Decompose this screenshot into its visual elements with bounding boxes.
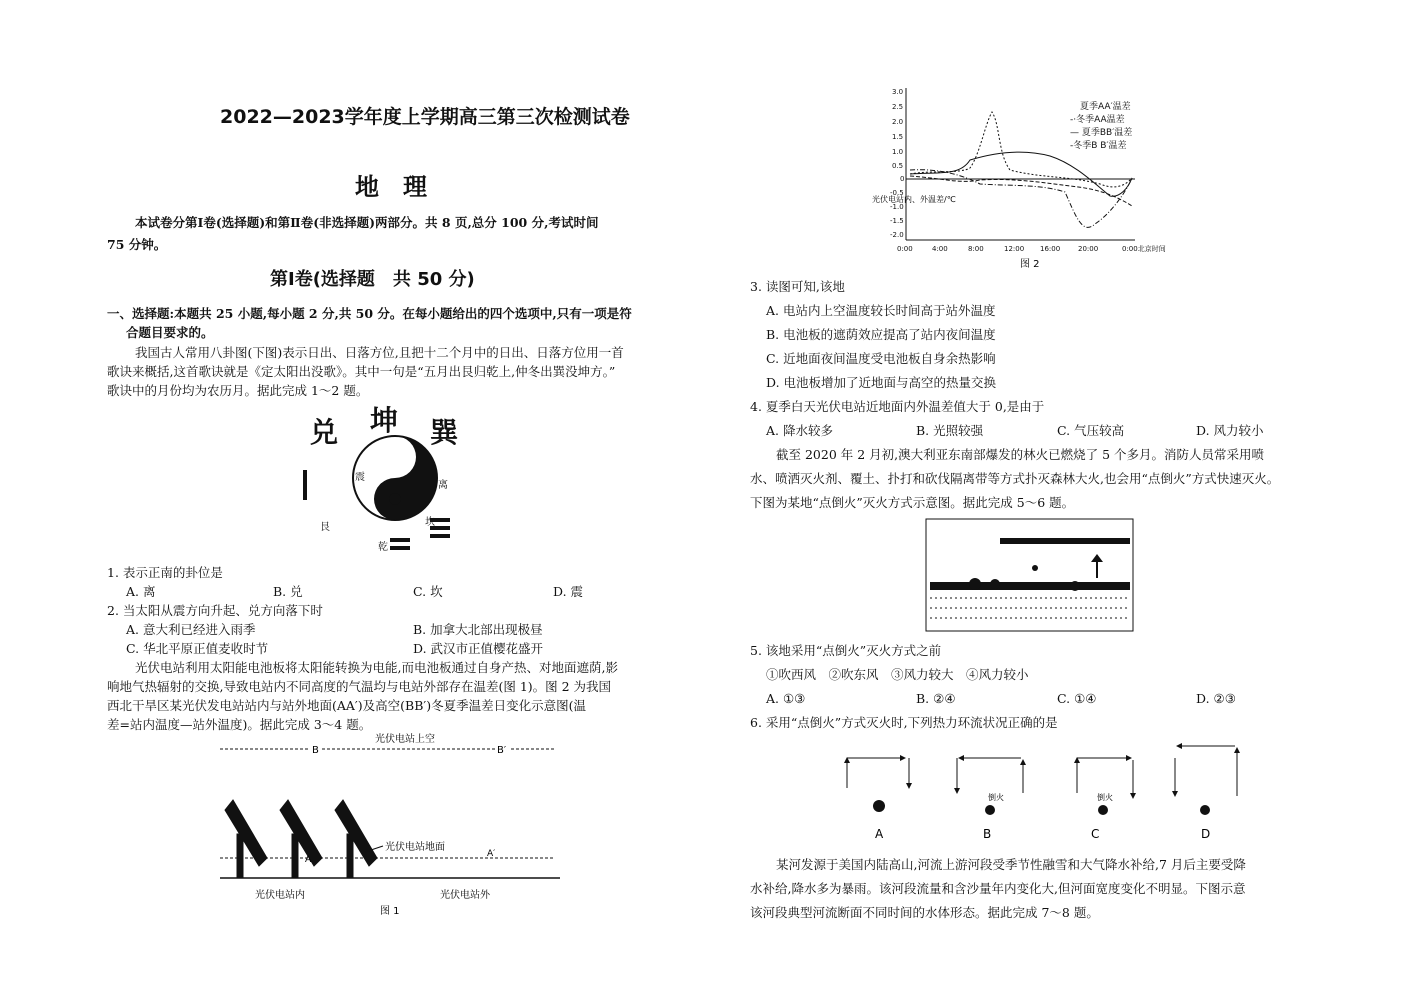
trigram-char-7: 乾: [378, 542, 388, 553]
section1-heading-2: 合题目要求的。: [126, 325, 214, 340]
passage3-line-3: 下图为某地“点倒火”灭火方式示意图。据此完成 5～6 题。: [750, 495, 1075, 510]
fig1-b-label: B: [312, 745, 319, 756]
q3-option-a[interactable]: A. 电站内上空温度较长时间高于站外温度: [766, 303, 996, 318]
y-axis-ticks: [890, 88, 904, 239]
q6-stem: 6. 采用“点倒火”方式灭火时,下列热力环流状况正确的是: [750, 715, 1058, 730]
svg-text:8:00: 8:00: [968, 245, 984, 253]
passage2-line-2: 响地气热辐射的交换,导致电站内不同高度的气温均与电站外部存在温差(图 1)。图 2 为我国: [107, 679, 612, 694]
svg-text:20:00: 20:00: [1078, 245, 1099, 253]
fig1-top-label: 光伏电站上空: [375, 734, 435, 745]
q6-label-d: D: [1201, 827, 1211, 841]
q1-option-b[interactable]: B. 兑: [273, 584, 303, 599]
passage1-line-1: 我国古人常用八卦图(下图)表示日出、日落方位,且把十二个月中的日出、日落方位用一首: [135, 345, 624, 360]
q5-option-d[interactable]: D. ②③: [1196, 691, 1236, 706]
svg-text:2.5: 2.5: [892, 103, 904, 111]
q1-option-a[interactable]: A. 离: [126, 584, 156, 599]
subject-title: 地 理: [355, 173, 427, 201]
passage2-line-1: 光伏电站利用太阳能电池板将太阳能转换为电能,而电池板通过自身产热、对地面遮荫,影: [135, 660, 618, 675]
svg-text:16:00: 16:00: [1040, 245, 1061, 253]
solar-panels: [225, 800, 377, 878]
fig1-b-prime-label: B′: [497, 745, 507, 756]
q5-option-b[interactable]: B. ②④: [916, 691, 956, 706]
q2-option-d[interactable]: D. 武汉市正值樱花盛开: [413, 641, 544, 656]
svg-text:-1.0: -1.0: [890, 203, 904, 211]
passage2-line-4: 差=站内温度—站外温度)。据此完成 3～4 题。: [107, 717, 372, 732]
q2-option-c[interactable]: C. 华北平原正值麦收时节: [126, 641, 269, 656]
x-axis-ticks: [897, 244, 1166, 253]
svg-text:— 夏季BB′温差: — 夏季BB′温差: [1070, 128, 1133, 138]
c-fire-label: 倒火: [1097, 793, 1113, 802]
fire-icon: [1032, 565, 1038, 571]
q5-option-c[interactable]: C. ①④: [1057, 691, 1097, 706]
q1-stem: 1. 表示正南的卦位是: [107, 565, 223, 580]
intro-line-1: 本试卷分第Ⅰ卷(选择题)和第Ⅱ卷(非选择题)两部分。共 8 页,总分 100 分,考试时间: [135, 215, 599, 230]
svg-text:-2.0: -2.0: [890, 231, 904, 239]
figure-2-temperature-chart: [870, 84, 1200, 274]
svg-text:-0.5: -0.5: [890, 189, 904, 197]
trigram-char-2: 坤: [370, 404, 399, 437]
bagua-figure: [300, 400, 480, 560]
figure-1-solar-station: [215, 730, 565, 920]
fig2-caption: 图 2: [1020, 259, 1040, 270]
diagram-d: [1175, 746, 1237, 796]
svg-text:0.5: 0.5: [892, 162, 904, 170]
svg-text:1.5: 1.5: [892, 133, 904, 141]
svg-text:-1.5: -1.5: [890, 217, 904, 225]
q4-option-c[interactable]: C. 气压较高: [1057, 423, 1125, 438]
trigram-char-4: 震: [355, 472, 365, 483]
fig1-ground-label: 光伏电站地面: [385, 842, 445, 853]
passage1-line-3: 歌诀中的月份均为农历月。据此完成 1～2 题。: [107, 383, 369, 398]
passage4-line-3: 该河段典型河流断面不同时间的水体形态。据此完成 7～8 题。: [750, 905, 1099, 920]
q6-label-b: B: [983, 827, 992, 841]
svg-text:0: 0: [900, 175, 905, 183]
svg-text:2.0: 2.0: [892, 118, 904, 126]
q4-option-a[interactable]: A. 降水较多: [766, 423, 833, 438]
passage2-line-3: 西北干旱区某光伏发电站站内与站外地面(AA′)及高空(BB′)冬夏季温差日变化示意图(温: [107, 698, 586, 713]
svg-text:0:00北京时间: 0:00北京时间: [1122, 245, 1166, 253]
q6-circulation-diagrams: [835, 738, 1255, 846]
q1-option-d[interactable]: D. 震: [553, 584, 584, 599]
trigram-char-1: 兑: [310, 416, 339, 449]
section1-heading-1: 一、选择题:本题共 25 小题,每小题 2 分,共 50 分。在每小题给出的四个选项中,只有一项是符: [107, 306, 632, 321]
back-burning-figure: [925, 518, 1135, 633]
part1-title: 第Ⅰ卷(选择题 共 50 分): [270, 269, 475, 290]
svg-text:-·冬季AA温差: -·冬季AA温差: [1070, 115, 1125, 125]
q2-option-a[interactable]: A. 意大利已经进入雨季: [126, 622, 256, 637]
svg-text:夏季AA′温差: 夏季AA′温差: [1080, 102, 1131, 112]
q4-stem: 4. 夏季白天光伏电站近地面内外温差值大于 0,是由于: [750, 399, 1045, 414]
trigram-char-3: 巽: [430, 416, 459, 449]
q4-option-b[interactable]: B. 光照较强: [916, 423, 984, 438]
q5-option-a[interactable]: A. ①③: [766, 691, 806, 706]
q1-option-c[interactable]: C. 坎: [413, 584, 443, 599]
passage3-line-2: 水、喷洒灭火剂、覆土、扑打和砍伐隔离带等方式扑灭森林大火,也会用“点倒火”方式快速灭火。: [750, 471, 1280, 486]
passage1-line-2: 歌诀来概括,这首歌诀就是《定太阳出没歌》。其中一句是“五月出艮归乾上,仲冬出巽没坤方。”: [107, 364, 616, 379]
svg-text:-冬季B B′温差: -冬季B B′温差: [1070, 141, 1127, 151]
fire-icons: [873, 800, 1210, 815]
svg-text:12:00: 12:00: [1004, 245, 1025, 253]
fig1-a-label: A: [305, 855, 312, 865]
intro-line-2: 75 分钟。: [107, 237, 167, 252]
b-fire-label: 倒火: [988, 793, 1004, 802]
passage4-line-1: 某河发源于美国内陆高山,河流上游河段受季节性融雪和大气降水补给,7 月后主要受降: [776, 857, 1246, 872]
q4-option-d[interactable]: D. 风力较小: [1196, 423, 1264, 438]
q2-option-b[interactable]: B. 加拿大北部出现极昼: [413, 622, 543, 637]
exam-title: 2022—2023学年度上学期高三第三次检测试卷: [220, 106, 630, 128]
fig2-y-label: 光伏电站内、外温差/℃: [872, 195, 956, 204]
diagram-c: [1077, 758, 1133, 798]
q3-option-c[interactable]: C. 近地面夜间温度受电池板自身余热影响: [766, 351, 996, 366]
svg-text:0:00: 0:00: [897, 245, 913, 253]
fig1-inside-label: 光伏电站内: [255, 890, 305, 901]
fig1-outside-label: 光伏电站外: [440, 890, 490, 901]
series-summer-bb: [910, 152, 1132, 196]
q6-label-a: A: [875, 827, 884, 841]
q3-stem: 3. 读图可知,该地: [750, 279, 845, 294]
chart-legend: [1070, 100, 1132, 151]
q6-label-c: C: [1091, 827, 1100, 841]
yin-yang-symbol: [353, 436, 437, 520]
trigram-char-5: 离: [438, 480, 448, 491]
passage3-line-1: 截至 2020 年 2 月初,澳大利亚东南部爆发的林火已燃烧了 5 个多月。消防人员常采用喷: [776, 447, 1265, 462]
diagram-a: [847, 758, 909, 788]
diagram-b: [957, 758, 1023, 793]
trigram-char-8: 艮: [320, 522, 330, 533]
q3-option-b[interactable]: B. 电池板的遮荫效应提高了站内夜间温度: [766, 327, 996, 342]
q5-conditions: ①吹西风 ②吹东风 ③风力较大 ④风力较小: [766, 667, 1029, 682]
fig1-a-prime-label: A′: [487, 849, 496, 859]
q2-stem: 2. 当太阳从震方向升起、兑方向落下时: [107, 603, 323, 618]
passage4-line-2: 水补给,降水多为暴雨。该河段流量和含沙量年内变化大,但河面宽度变化不明显。下图示意: [750, 881, 1246, 896]
fig1-caption: 图 1: [380, 906, 400, 917]
svg-text:4:00: 4:00: [932, 245, 948, 253]
q3-option-d[interactable]: D. 电池板增加了近地面与高空的热量交换: [766, 375, 997, 390]
svg-text:1.0: 1.0: [892, 148, 904, 156]
svg-text:3.0: 3.0: [892, 88, 904, 96]
q5-stem: 5. 该地采用“点倒火”灭火方式之前: [750, 643, 942, 658]
trigram-char-6: 坎: [425, 517, 435, 528]
